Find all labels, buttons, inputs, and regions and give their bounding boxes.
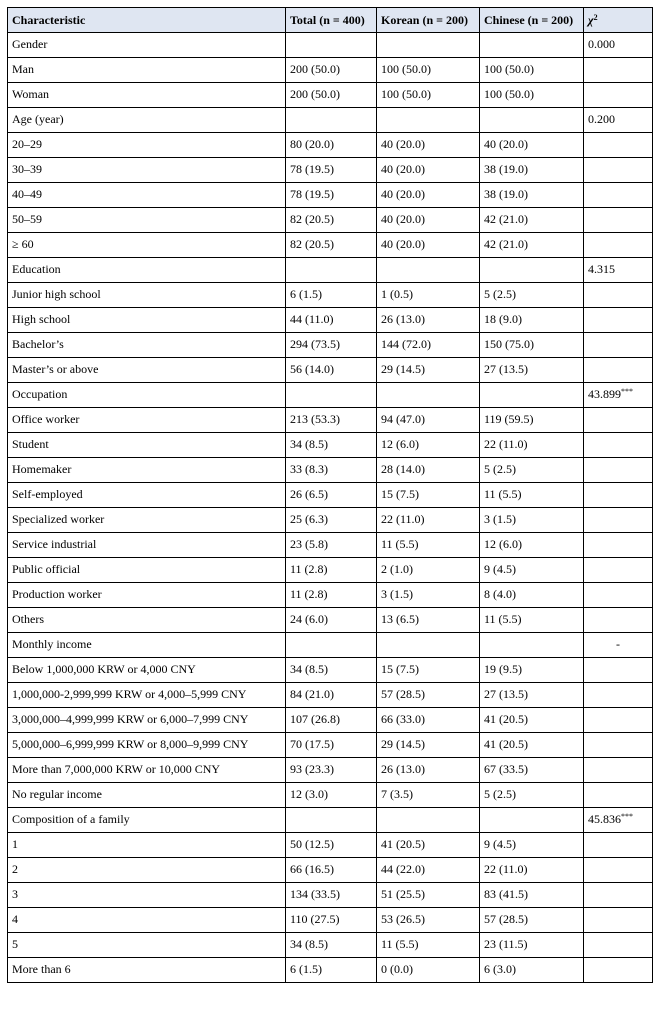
cell-korean: 100 (50.0) [377, 83, 480, 108]
cell-chi-square [584, 333, 653, 358]
cell-characteristic: Student [8, 433, 286, 458]
cell-korean: 53 (26.5) [377, 908, 480, 933]
table-row [8, 58, 653, 83]
cell-total: 12 (3.0) [286, 783, 377, 808]
cell-chi-square [584, 658, 653, 683]
cell-chinese: 27 (13.5) [480, 683, 584, 708]
cell-characteristic: 50–59 [8, 208, 286, 233]
table-row [8, 833, 653, 858]
cell-total: 11 (2.8) [286, 583, 377, 608]
cell-total: 33 (8.3) [286, 458, 377, 483]
cell-chinese: 83 (41.5) [480, 883, 584, 908]
table-row [8, 883, 653, 908]
cell-chi-square [584, 733, 653, 758]
table-row [8, 783, 653, 808]
chi-square-value: 43.899 [588, 387, 621, 401]
cell-characteristic: 20–29 [8, 133, 286, 158]
cell-chinese: 38 (19.0) [480, 183, 584, 208]
table-row [8, 683, 653, 708]
cell-korean [377, 633, 480, 658]
cell-total: 200 (50.0) [286, 58, 377, 83]
cell-characteristic: 1 [8, 833, 286, 858]
cell-korean [377, 33, 480, 58]
cell-characteristic: 1,000,000-2,999,999 KRW or 4,000–5,999 CNY [8, 683, 286, 708]
header-row [8, 8, 653, 33]
cell-chinese: 22 (11.0) [480, 433, 584, 458]
table-header [8, 8, 653, 33]
cell-characteristic: Age (year) [8, 108, 286, 133]
cell-total: 70 (17.5) [286, 733, 377, 758]
cell-characteristic: Man [8, 58, 286, 83]
cell-korean: 11 (5.5) [377, 933, 480, 958]
cell-chinese: 42 (21.0) [480, 208, 584, 233]
cell-korean: 57 (28.5) [377, 683, 480, 708]
cell-total: 23 (5.8) [286, 533, 377, 558]
cell-total: 213 (53.3) [286, 408, 377, 433]
cell-chi-square [584, 433, 653, 458]
cell-chi-square [584, 33, 653, 58]
table-row [8, 133, 653, 158]
cell-korean: 7 (3.5) [377, 783, 480, 808]
cell-chi-square [584, 108, 653, 133]
cell-total: 6 (1.5) [286, 958, 377, 983]
cell-chinese: 3 (1.5) [480, 508, 584, 533]
cell-chinese: 11 (5.5) [480, 483, 584, 508]
cell-total [286, 258, 377, 283]
cell-characteristic: Junior high school [8, 283, 286, 308]
cell-korean: 66 (33.0) [377, 708, 480, 733]
cell-chinese: 8 (4.0) [480, 583, 584, 608]
cell-total: 93 (23.3) [286, 758, 377, 783]
cell-chinese: 5 (2.5) [480, 783, 584, 808]
cell-characteristic: 4 [8, 908, 286, 933]
cell-chinese: 41 (20.5) [480, 708, 584, 733]
cell-characteristic: Others [8, 608, 286, 633]
cell-total: 44 (11.0) [286, 308, 377, 333]
table-row [8, 83, 653, 108]
cell-chi-square [584, 608, 653, 633]
chi-square-value: 0.200 [588, 112, 615, 126]
cell-korean [377, 383, 480, 408]
cell-total: 80 (20.0) [286, 133, 377, 158]
chi-square-value: 45.836 [588, 812, 621, 826]
cell-total: 78 (19.5) [286, 158, 377, 183]
cell-characteristic: Composition of a family [8, 808, 286, 833]
table-row [8, 908, 653, 933]
cell-characteristic: 3 [8, 883, 286, 908]
cell-chinese: 5 (2.5) [480, 283, 584, 308]
cell-total: 82 (20.5) [286, 233, 377, 258]
cell-chinese [480, 633, 584, 658]
cell-chi-square [584, 158, 653, 183]
table-row [8, 933, 653, 958]
cell-total: 84 (21.0) [286, 683, 377, 708]
cell-chinese [480, 258, 584, 283]
table-row [8, 558, 653, 583]
cell-chi-square [584, 183, 653, 208]
cell-korean: 15 (7.5) [377, 483, 480, 508]
cell-korean: 26 (13.0) [377, 308, 480, 333]
cell-total: 26 (6.5) [286, 483, 377, 508]
cell-total: 34 (8.5) [286, 933, 377, 958]
cell-chi-square [584, 458, 653, 483]
table-body [8, 33, 653, 983]
cell-korean: 22 (11.0) [377, 508, 480, 533]
cell-chi-square [584, 558, 653, 583]
cell-chinese: 42 (21.0) [480, 233, 584, 258]
cell-korean [377, 108, 480, 133]
table-row [8, 258, 653, 283]
cell-characteristic: 3,000,000–4,999,999 KRW or 6,000–7,999 CNY [8, 708, 286, 733]
cell-korean: 29 (14.5) [377, 358, 480, 383]
cell-characteristic: More than 6 [8, 958, 286, 983]
table-row [8, 358, 653, 383]
table-row [8, 433, 653, 458]
cell-korean: 44 (22.0) [377, 858, 480, 883]
cell-characteristic: Production worker [8, 583, 286, 608]
table-row [8, 858, 653, 883]
cell-chi-square [584, 83, 653, 108]
cell-korean: 2 (1.0) [377, 558, 480, 583]
table-row [8, 33, 653, 58]
cell-chinese: 40 (20.0) [480, 133, 584, 158]
cell-chi-square [584, 58, 653, 83]
cell-chi-square [584, 533, 653, 558]
cell-characteristic: No regular income [8, 783, 286, 808]
table-row [8, 533, 653, 558]
cell-total: 66 (16.5) [286, 858, 377, 883]
chi-square-value: 4.315 [588, 262, 615, 276]
chi-square-value: 0.000 [588, 37, 615, 51]
cell-characteristic: Service industrial [8, 533, 286, 558]
header-chi-square [584, 8, 653, 33]
cell-chi-square [584, 908, 653, 933]
table-row [8, 158, 653, 183]
table-row [8, 608, 653, 633]
cell-chinese: 57 (28.5) [480, 908, 584, 933]
cell-total: 294 (73.5) [286, 333, 377, 358]
cell-characteristic: Below 1,000,000 KRW or 4,000 CNY [8, 658, 286, 683]
cell-korean [377, 258, 480, 283]
cell-korean: 0 (0.0) [377, 958, 480, 983]
cell-total: 56 (14.0) [286, 358, 377, 383]
cell-korean: 1 (0.5) [377, 283, 480, 308]
cell-korean: 51 (25.5) [377, 883, 480, 908]
cell-characteristic: Self-employed [8, 483, 286, 508]
cell-total: 107 (26.8) [286, 708, 377, 733]
cell-chi-square [584, 508, 653, 533]
table-row [8, 308, 653, 333]
cell-chinese: 150 (75.0) [480, 333, 584, 358]
cell-korean: 11 (5.5) [377, 533, 480, 558]
cell-total: 34 (8.5) [286, 433, 377, 458]
cell-chi-square [584, 633, 653, 658]
table-row [8, 383, 653, 408]
demographics-table-container [7, 7, 653, 983]
cell-characteristic: Specialized worker [8, 508, 286, 533]
cell-total: 24 (6.0) [286, 608, 377, 633]
cell-chi-square [584, 783, 653, 808]
cell-total: 34 (8.5) [286, 658, 377, 683]
cell-chi-square [584, 708, 653, 733]
table-row [8, 808, 653, 833]
cell-korean: 41 (20.5) [377, 833, 480, 858]
cell-chi-square [584, 283, 653, 308]
cell-chinese: 19 (9.5) [480, 658, 584, 683]
cell-chinese: 9 (4.5) [480, 558, 584, 583]
table-row [8, 508, 653, 533]
cell-characteristic: 40–49 [8, 183, 286, 208]
cell-chinese: 67 (33.5) [480, 758, 584, 783]
table-row [8, 633, 653, 658]
cell-characteristic: Monthly income [8, 633, 286, 658]
cell-chi-square [584, 858, 653, 883]
cell-chinese: 23 (11.5) [480, 933, 584, 958]
cell-chinese: 9 (4.5) [480, 833, 584, 858]
cell-korean: 3 (1.5) [377, 583, 480, 608]
table-row [8, 758, 653, 783]
table-row [8, 733, 653, 758]
cell-korean: 144 (72.0) [377, 333, 480, 358]
header-korean: Korean (n = 200) [377, 8, 480, 33]
cell-korean: 40 (20.0) [377, 183, 480, 208]
cell-korean [377, 808, 480, 833]
table-row [8, 958, 653, 983]
cell-chinese: 100 (50.0) [480, 83, 584, 108]
cell-chi-square [584, 408, 653, 433]
cell-total: 11 (2.8) [286, 558, 377, 583]
cell-total [286, 633, 377, 658]
table-row [8, 233, 653, 258]
cell-korean: 12 (6.0) [377, 433, 480, 458]
cell-korean: 94 (47.0) [377, 408, 480, 433]
significance-marker: *** [621, 387, 633, 396]
cell-total: 110 (27.5) [286, 908, 377, 933]
table-row [8, 658, 653, 683]
table-row [8, 458, 653, 483]
table-row [8, 583, 653, 608]
cell-characteristic: Education [8, 258, 286, 283]
cell-chinese: 41 (20.5) [480, 733, 584, 758]
table-row [8, 108, 653, 133]
table-row [8, 483, 653, 508]
cell-characteristic: Occupation [8, 383, 286, 408]
cell-total: 50 (12.5) [286, 833, 377, 858]
cell-characteristic: Gender [8, 33, 286, 58]
cell-total [286, 383, 377, 408]
cell-characteristic: Bachelor’s [8, 333, 286, 358]
cell-characteristic: Public official [8, 558, 286, 583]
cell-korean: 26 (13.0) [377, 758, 480, 783]
chi-superscript: 2 [593, 13, 598, 22]
cell-chi-square [584, 483, 653, 508]
cell-chi-square [584, 258, 653, 283]
table-row [8, 408, 653, 433]
cell-total [286, 33, 377, 58]
cell-characteristic: 5 [8, 933, 286, 958]
cell-chi-square [584, 833, 653, 858]
cell-total [286, 808, 377, 833]
cell-korean: 13 (6.5) [377, 608, 480, 633]
cell-total: 78 (19.5) [286, 183, 377, 208]
cell-chi-square [584, 133, 653, 158]
cell-chi-square [584, 758, 653, 783]
cell-characteristic: Master’s or above [8, 358, 286, 383]
cell-characteristic: More than 7,000,000 KRW or 10,000 CNY [8, 758, 286, 783]
demographics-table [7, 7, 653, 983]
cell-total: 25 (6.3) [286, 508, 377, 533]
cell-chinese: 38 (19.0) [480, 158, 584, 183]
table-row [8, 708, 653, 733]
cell-characteristic: 30–39 [8, 158, 286, 183]
cell-korean: 29 (14.5) [377, 733, 480, 758]
cell-total: 6 (1.5) [286, 283, 377, 308]
cell-chinese: 6 (3.0) [480, 958, 584, 983]
cell-korean: 40 (20.0) [377, 158, 480, 183]
cell-characteristic: Woman [8, 83, 286, 108]
cell-chinese: 22 (11.0) [480, 858, 584, 883]
cell-characteristic: 5,000,000–6,999,999 KRW or 8,000–9,999 CNY [8, 733, 286, 758]
cell-characteristic: Homemaker [8, 458, 286, 483]
header-characteristic: Characteristic [8, 8, 286, 33]
table-row [8, 208, 653, 233]
cell-chi-square [584, 808, 653, 833]
cell-chinese: 119 (59.5) [480, 408, 584, 433]
cell-korean: 40 (20.0) [377, 208, 480, 233]
cell-chi-square [584, 933, 653, 958]
cell-characteristic: Office worker [8, 408, 286, 433]
cell-chi-square [584, 883, 653, 908]
cell-chi-square [584, 958, 653, 983]
table-row [8, 333, 653, 358]
cell-chi-square [584, 233, 653, 258]
chi-symbol: χ [588, 13, 594, 27]
cell-total: 82 (20.5) [286, 208, 377, 233]
cell-chi-square [584, 383, 653, 408]
cell-characteristic: 2 [8, 858, 286, 883]
cell-chinese [480, 383, 584, 408]
table-row [8, 183, 653, 208]
cell-characteristic: High school [8, 308, 286, 333]
cell-total: 200 (50.0) [286, 83, 377, 108]
cell-chinese: 11 (5.5) [480, 608, 584, 633]
table-row [8, 283, 653, 308]
cell-chi-square [584, 208, 653, 233]
cell-korean: 40 (20.0) [377, 233, 480, 258]
cell-chi-square [584, 683, 653, 708]
cell-chinese: 27 (13.5) [480, 358, 584, 383]
significance-marker: *** [621, 812, 633, 821]
cell-chinese: 5 (2.5) [480, 458, 584, 483]
cell-korean: 15 (7.5) [377, 658, 480, 683]
cell-chinese: 100 (50.0) [480, 58, 584, 83]
cell-chinese [480, 808, 584, 833]
cell-total: 134 (33.5) [286, 883, 377, 908]
cell-chinese: 18 (9.0) [480, 308, 584, 333]
cell-korean: 28 (14.0) [377, 458, 480, 483]
cell-korean: 40 (20.0) [377, 133, 480, 158]
cell-characteristic: ≥ 60 [8, 233, 286, 258]
header-chinese: Chinese (n = 200) [480, 8, 584, 33]
cell-chinese [480, 33, 584, 58]
chi-square-value: - [616, 637, 620, 651]
cell-chi-square [584, 308, 653, 333]
cell-total [286, 108, 377, 133]
header-total: Total (n = 400) [286, 8, 377, 33]
cell-chinese: 12 (6.0) [480, 533, 584, 558]
cell-chi-square [584, 358, 653, 383]
cell-chinese [480, 108, 584, 133]
cell-chi-square [584, 583, 653, 608]
cell-korean: 100 (50.0) [377, 58, 480, 83]
